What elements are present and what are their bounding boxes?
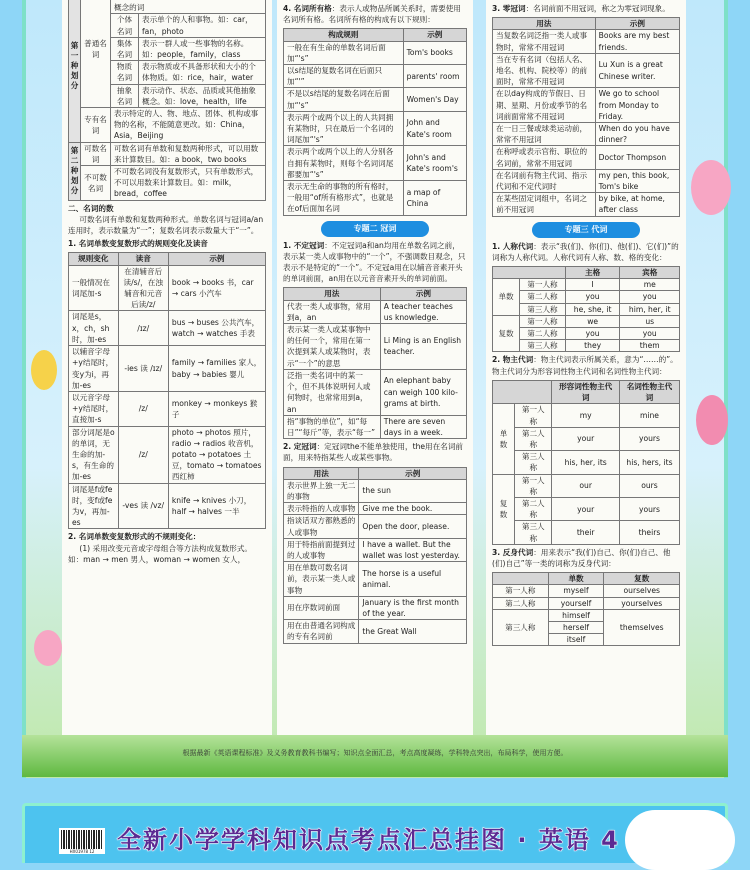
person-cell: 第二人称 <box>520 291 566 303</box>
table-cell: a map of China <box>403 181 466 216</box>
table-cell: 指“事物的单位”，如“每日”“每斤”等，表示“每一” <box>284 415 381 438</box>
paragraph-text: ：物主代词表示所属关系，意为“……的”。物主代词分为形容词性物主代词和名词性物主代词： <box>492 355 678 376</box>
table-cell: 当复数名词泛指一类人或事物时，常常不用冠词 <box>493 30 596 53</box>
poster-title: 全新小学学科知识点考点汇总挂图 · 英语 4 <box>117 826 620 854</box>
header-cell: 名词性物主代词 <box>619 380 679 403</box>
table-cell: 在一日三餐或球类运动前，常常不用冠词 <box>493 123 596 146</box>
cell: we <box>565 315 620 327</box>
header-cell: 示例 <box>380 288 466 300</box>
table-cell: book → books 书，car → cars 小汽车 <box>168 265 265 311</box>
cell: yours <box>619 427 679 450</box>
table-cell: by bike, at home, after class <box>595 193 679 216</box>
cell: his, her, its <box>552 451 620 474</box>
number-cell: 单数 <box>493 404 515 474</box>
person-cell: 第三人称 <box>515 521 552 544</box>
table-row <box>284 515 467 538</box>
cell: ourselves <box>604 585 680 597</box>
paragraph: (1) 采用改变元音或字母组合等方法构成复数形式。如：man → men 男人，woman → women 女人， <box>68 543 253 564</box>
table-cell: 表示两个或两个以上的人分别各自拥有某物时，则每个名词词尾都要加“'s” <box>284 146 404 181</box>
person-cell: 第二人称 <box>520 328 566 340</box>
person-cell: 第二人称 <box>515 497 552 520</box>
header-cell: 主格 <box>565 267 620 279</box>
table-cell: We go to school from Monday to Friday. <box>595 88 679 123</box>
cell: yourselves <box>604 597 680 609</box>
category-cell: 个体名词 <box>111 14 139 37</box>
table-cell: The horse is a useful animal. <box>359 562 467 597</box>
cell: your <box>552 497 620 520</box>
table-row <box>284 111 467 146</box>
table-cell: 表示某一类人或某事物中的任何一个，常用在第一次提到某人或某物时，表示“一个”的意思 <box>284 324 381 370</box>
header-row <box>284 467 467 479</box>
cell: me <box>620 279 680 291</box>
section-heading: 2. 名词单数变复数形式的不规则变化： <box>68 532 201 542</box>
table-cell: When do you have dinner? <box>595 123 679 146</box>
plural-rules-table <box>68 252 266 529</box>
table-row <box>284 538 467 561</box>
section-heading: 1. 人称代词 <box>492 241 534 251</box>
table-row <box>284 596 467 619</box>
table-cell: 在某些固定词组中，名词之前不用冠词 <box>493 193 596 216</box>
desc-cell: 表示物质或不具备形状和大小的个体物质。如：rice，hair，water <box>139 61 266 84</box>
section-heading: 2. 定冠词 <box>283 442 317 452</box>
balloon-decoration <box>696 395 728 445</box>
table-row <box>69 346 266 392</box>
paragraph <box>283 441 467 463</box>
table-cell: 泛指一类名词中的某一个，但不具体说明何人或何物时，也常常用到a，an <box>284 369 381 415</box>
table-cell: 不是以s结尾的复数名词在后面加“'s” <box>284 88 404 111</box>
table-cell: Tom's books <box>403 41 466 64</box>
cell: I <box>565 279 620 291</box>
noun-classification-table <box>68 0 266 201</box>
table-row <box>284 620 467 643</box>
table-row <box>493 30 680 53</box>
header-cell: 构成规则 <box>284 29 404 41</box>
paragraph <box>492 547 680 569</box>
table-cell: 表示无生命的事物的所有格时，一般用“of所有格形式”，也就是在of后面加名词 <box>284 181 404 216</box>
header-cell: 示例 <box>595 18 679 30</box>
cell: my <box>552 404 620 427</box>
table-cell: Women's Day <box>403 88 466 111</box>
table-row <box>69 391 266 426</box>
table-cell: 词尾是s，x，ch，sh时，加-es <box>69 311 119 346</box>
table-cell: photo → photos 照片，radio → radios 收音机，potato → potatoes 土豆，tomato → tomatoes 西红柿 <box>168 426 265 483</box>
table-cell: John and Kate's room <box>403 111 466 146</box>
table-row <box>69 426 266 483</box>
header-row <box>284 288 467 300</box>
paragraph <box>283 3 467 25</box>
table-cell: 在以day构成的节假日、日期、星期、月份或季节的名词前面常常不用冠词 <box>493 88 596 123</box>
header-cell: 复数 <box>604 573 680 585</box>
cell: his, hers, its <box>619 451 679 474</box>
desc-cell: 概念的词 <box>111 0 266 14</box>
empty-header <box>493 267 566 279</box>
table-cell: parents' room <box>403 65 466 88</box>
table-cell: 指谈话双方都熟悉的人或事物 <box>284 515 359 538</box>
table-cell: knife → knives 小刀，half → halves 一半 <box>168 483 265 529</box>
table-cell: bus → buses 公共汽车，watch → watches 手表 <box>168 311 265 346</box>
table-row <box>284 300 467 323</box>
paragraph <box>283 240 467 285</box>
cell: him, her, it <box>620 303 680 315</box>
table-row <box>284 65 467 88</box>
table-cell: John's and Kate's room's <box>403 146 466 181</box>
table-row <box>493 123 680 146</box>
cell: you <box>565 291 620 303</box>
table-cell: /ɪz/ <box>118 311 168 346</box>
title-banner <box>22 803 728 863</box>
paragraph <box>492 354 680 376</box>
table-cell: 一般在有生命的单数名词后面加“'s” <box>284 41 404 64</box>
header-cell: 示例 <box>168 253 265 265</box>
column-nouns <box>62 0 272 735</box>
header-cell: 用法 <box>493 18 596 30</box>
cell: their <box>552 521 620 544</box>
category-cell: 普通名词 <box>81 0 111 108</box>
paragraph-text: ：表示“我(们)、你(们)、他(们)、它(们)”的词称为人称代词。人称代词有人称、数、格的变化： <box>492 241 679 262</box>
header-cell: 用法 <box>284 288 381 300</box>
category-cell: 物质名词 <box>111 61 139 84</box>
cell: himself <box>548 609 604 621</box>
person-cell: 第一人称 <box>520 279 566 291</box>
table-cell: 用在由普通名词构成的专有名词前 <box>284 620 359 643</box>
cell: itself <box>548 634 604 646</box>
desc-cell: 表示动作、状态、品质或其他抽象概念。如：love，health，life <box>139 84 266 107</box>
paragraph-text: ：不定冠词a和an均用在单数名词之前，表示某一类人或事物中的“一个”，不强调数目观念，只表示不是特定的“一个”。不定冠a用在以辅音音素开头的单词前面，an用在以元音音素开头的单词前面。 <box>283 240 466 284</box>
table-cell: I have a wallet. But the wallet was lost yesterday. <box>359 538 467 561</box>
person-cell: 第二人称 <box>515 427 552 450</box>
table-row <box>284 503 467 515</box>
table-cell: Doctor Thompson <box>595 146 679 169</box>
zero-article-table <box>492 17 680 216</box>
table-row <box>493 53 680 88</box>
header-row <box>493 18 680 30</box>
column-pronouns <box>486 0 686 735</box>
table-cell: January is the first month of the year. <box>359 596 467 619</box>
personal-pronoun-table <box>492 266 680 352</box>
barcode-number: HX01978 12 <box>61 849 103 854</box>
table-row <box>284 415 467 438</box>
table-row <box>284 88 467 111</box>
table-cell: 以元音字母+y结尾时，直接加-s <box>69 391 119 426</box>
table-cell: Open the door, please. <box>359 515 467 538</box>
division-label: 第二种划分 <box>69 142 81 200</box>
cell: your <box>552 427 620 450</box>
column-articles <box>277 0 473 735</box>
cell: them <box>620 340 680 352</box>
table-cell: family → families 家人，baby → babies 婴儿 <box>168 346 265 392</box>
table-cell: 用在单数可数名词前，表示某一类人或事物 <box>284 562 359 597</box>
cell: you <box>620 291 680 303</box>
person-cell: 第一人称 <box>493 585 549 597</box>
table-row <box>493 193 680 216</box>
number-cell: 复数 <box>493 315 520 352</box>
table-row <box>493 88 680 123</box>
table-cell: /z/ <box>118 426 168 483</box>
person-cell: 第一人称 <box>520 315 566 327</box>
empty-header <box>493 573 549 585</box>
cell: myself <box>548 585 604 597</box>
cell: us <box>620 315 680 327</box>
paragraph-text: ：表示人或物品所属关系时，需要使用名词所有格。名词所有格的构成有以下规则： <box>283 4 461 25</box>
cell: theirs <box>619 521 679 544</box>
section-heading: 二、名词的数 <box>68 203 114 213</box>
paragraph <box>492 241 680 263</box>
cell: they <box>565 340 620 352</box>
header-cell: 单数 <box>548 573 604 585</box>
table-cell: 以s结尾的复数名词在后面只加“'” <box>284 65 404 88</box>
table-cell: 表示两个或两个以上的人共同拥有某物时，只在最后一个名词的词尾加“'s” <box>284 111 404 146</box>
desc-cell: 不可数名词没有复数形式，只有单数形式，不可以用数来计算数目。如：milk，bread，coffee <box>111 166 266 201</box>
cell: you <box>565 328 620 340</box>
table-row <box>284 562 467 597</box>
table-cell: 表示世界上独一无二的事物 <box>284 479 359 502</box>
empty-header <box>493 380 552 403</box>
table-row <box>493 169 680 192</box>
paragraph-text: ：定冠词the不能单独使用，the用在名词前面，用来特指某些人或某些事物。 <box>283 442 464 463</box>
topic-badge: 专题三 代词 <box>532 222 640 238</box>
cell: yours <box>619 497 679 520</box>
table-row <box>69 483 266 529</box>
person-cell: 第三人称 <box>515 451 552 474</box>
table-row <box>284 369 467 415</box>
number-cell: 复数 <box>493 474 515 544</box>
table-cell: There are seven days in a week. <box>380 415 466 438</box>
cell: ours <box>619 474 679 497</box>
balloon-decoration <box>691 160 731 215</box>
section-heading: 3. 零冠词 <box>492 4 526 13</box>
table-cell: Li Ming is an English teacher. <box>380 324 466 370</box>
header-cell: 用法 <box>284 467 359 479</box>
category-cell: 专有名词 <box>81 108 111 143</box>
table-cell: 当在专有名词（包括人名、地名、机构、院校等）的前面时，常常不用冠词 <box>493 53 596 88</box>
table-row <box>284 181 467 216</box>
table-cell: 在清辅音后读/s/，在浊辅音和元音后读/z/ <box>118 265 168 311</box>
table-cell: 以辅音字母+y结尾时，变y为i，再加-es <box>69 346 119 392</box>
reflexive-pronoun-table <box>492 572 680 646</box>
cell: mine <box>619 404 679 427</box>
definite-article-table <box>283 467 467 644</box>
table-cell: -ies 读 /ɪz/ <box>118 346 168 392</box>
table-cell: A teacher teaches us knowledge. <box>380 300 466 323</box>
table-cell: 一般情况在词尾加-s <box>69 265 119 311</box>
table-cell: 部分词尾是o的单词，无生命的加-s，有生命的加-es <box>69 426 119 483</box>
table-cell: 在名词前有物主代词、指示代词和不定代词时 <box>493 169 596 192</box>
category-cell: 抽象名词 <box>111 84 139 107</box>
table-cell: monkey → monkeys 猴子 <box>168 391 265 426</box>
cell: yourself <box>548 597 604 609</box>
table-cell: Books are my best friends. <box>595 30 679 53</box>
table-cell: 用在序数词前面 <box>284 596 359 619</box>
table-cell: /z/ <box>118 391 168 426</box>
desc-cell: 表示单个的人和事物。如：car，fan，photo <box>139 14 266 37</box>
desc-cell: 表示特定的人、物、地点、团体、机构或事物的名称，不能随意更改。如：China，Asia，Beijing <box>111 108 266 143</box>
table-row <box>284 146 467 181</box>
paragraph-text: ：名词前面不用冠词，称之为零冠词现象。 <box>525 4 670 13</box>
person-cell: 第二人称 <box>493 597 549 609</box>
cloud-decoration <box>625 810 735 870</box>
person-cell: 第三人称 <box>493 609 549 646</box>
cell: he, she, it <box>565 303 620 315</box>
header-cell: 示例 <box>359 467 467 479</box>
table-row <box>69 265 266 311</box>
table-cell: 表示特指的人或事物 <box>284 503 359 515</box>
possessive-pronoun-table <box>492 380 680 545</box>
table-row <box>284 479 467 502</box>
section-heading: 1. 名词单数变复数形式的规则变化及读音 <box>68 239 208 249</box>
table-cell: Lu Xun is a great Chinese writer. <box>595 53 679 88</box>
category-cell: 不可数名词 <box>81 166 111 201</box>
header-cell: 规则变化 <box>69 253 119 265</box>
table-cell: the sun <box>359 479 467 502</box>
table-cell: my pen, this book, Tom's bike <box>595 169 679 192</box>
table-row <box>284 324 467 370</box>
balloon-decoration <box>34 630 62 666</box>
desc-cell: 表示一群人或一些事物的名称。如：people，family，class <box>139 37 266 60</box>
table-cell: -ves 读 /vz/ <box>118 483 168 529</box>
person-cell: 第一人称 <box>515 404 552 427</box>
division-label: 第一种划分 <box>69 0 81 142</box>
table-cell: 在称呼或表示官衔、职位的名词前，常常不用冠词 <box>493 146 596 169</box>
paragraph: 可数名词有单数和复数两种形式。单数名词与冠词a/an连用时，表示数量为“一”；复数名词表示数量大于“一”。 <box>68 214 264 236</box>
person-cell: 第三人称 <box>520 303 566 315</box>
cell: herself <box>548 621 604 633</box>
table-cell: Give me the book. <box>359 503 467 515</box>
section-heading: 3. 反身代词 <box>492 547 534 557</box>
table-cell: 代表一类人或事物，常用到a，an <box>284 300 381 323</box>
table-row <box>284 41 467 64</box>
header-row <box>284 29 467 41</box>
paragraph <box>492 3 680 14</box>
cell: you <box>620 328 680 340</box>
table-cell: the Great Wall <box>359 620 467 643</box>
person-cell: 第三人称 <box>520 340 566 352</box>
section-heading: 2. 物主代词 <box>492 355 534 365</box>
person-cell: 第一人称 <box>515 474 552 497</box>
paragraph-text: ：用来表示“我(们)自己、你(们)自己、他(们)自己”等一类的词称为反身代词： <box>492 547 671 568</box>
header-cell: 形容词性物主代词 <box>552 380 620 403</box>
barcode-icon <box>59 828 105 854</box>
table-cell: 词尾是f或fe时，变f或fe为v，再加-es <box>69 483 119 529</box>
indefinite-article-table <box>283 287 467 439</box>
category-cell: 可数名词 <box>81 142 111 165</box>
table-row <box>493 146 680 169</box>
header-cell: 读音 <box>118 253 168 265</box>
footer-note: 根据最新《英语课程标准》及义务教育教科书编写；知识点全面汇总，考点高度凝练，学科特点突出，布局科学，使用方便。 <box>182 749 568 757</box>
header-cell: 示例 <box>403 29 466 41</box>
topic-badge: 专题二 冠词 <box>321 221 429 237</box>
possessive-table <box>283 28 467 215</box>
header-row <box>69 253 266 265</box>
table-cell: An elephant baby can weigh 100 kilo-grams at birth. <box>380 369 466 415</box>
section-heading: 1. 不定冠词 <box>283 240 325 250</box>
desc-cell: 可数名词有单数和复数两种形式，可以用数来计算数目。如：a book，two books <box>111 142 266 165</box>
section-heading: 4. 名词所有格 <box>283 4 332 13</box>
cell: themselves <box>604 609 680 646</box>
balloon-decoration <box>31 350 57 390</box>
table-cell: 用于特指前面提到过的人或事物 <box>284 538 359 561</box>
cell: our <box>552 474 620 497</box>
number-cell: 单数 <box>493 279 520 316</box>
category-cell: 集体名词 <box>111 37 139 60</box>
header-cell: 宾格 <box>620 267 680 279</box>
table-row <box>69 311 266 346</box>
